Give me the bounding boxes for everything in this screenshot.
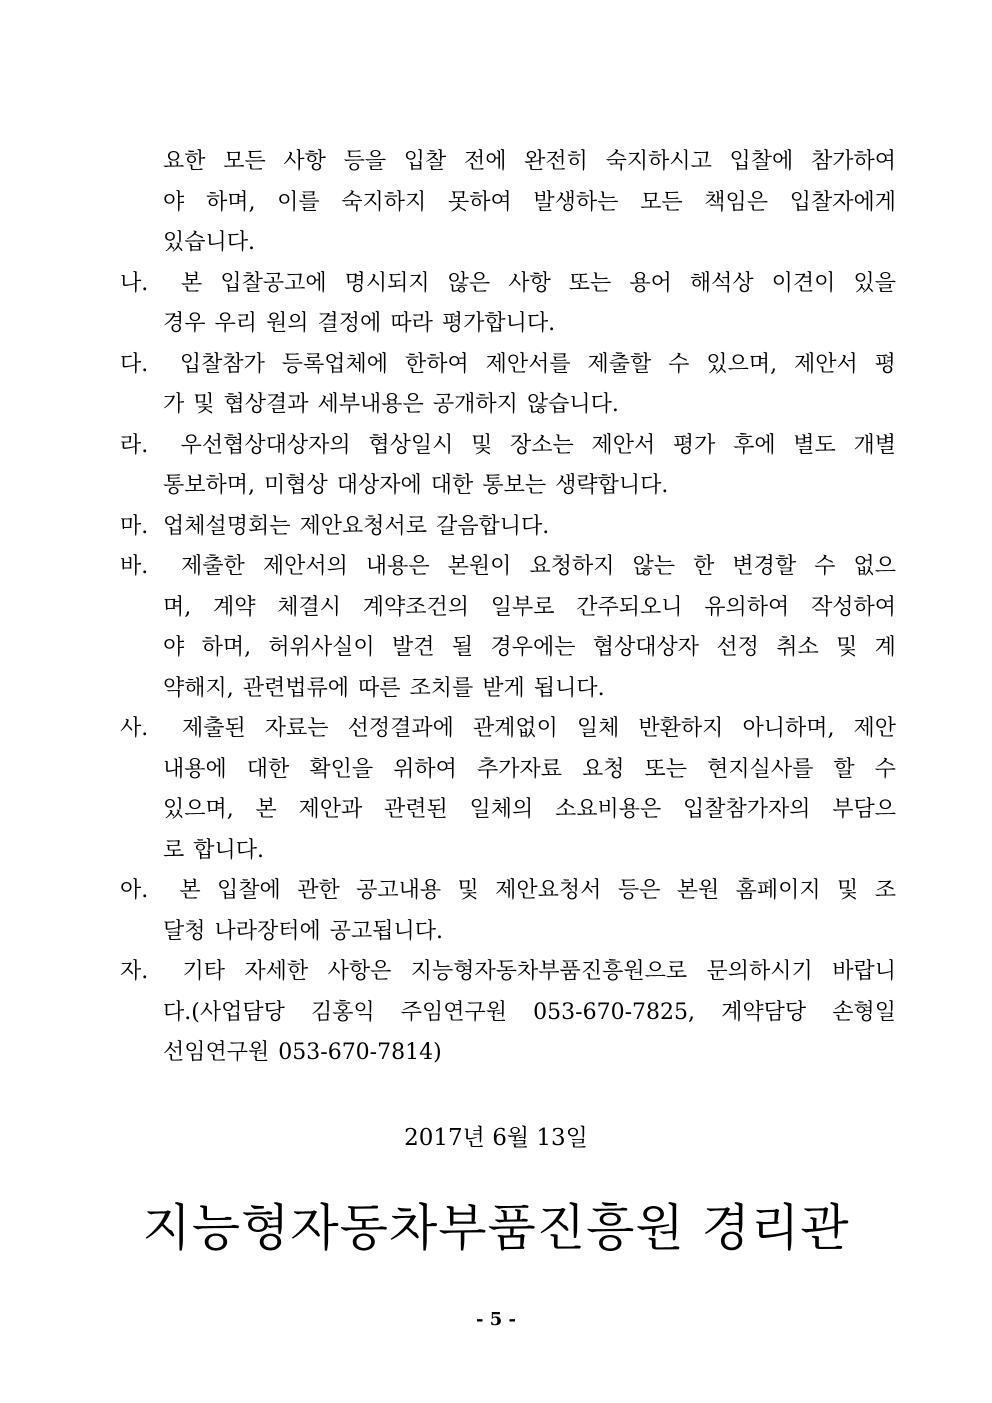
text-word: 통보는 <box>482 473 547 498</box>
text-word: 모든 <box>640 190 683 215</box>
text-word: 할 <box>833 757 855 782</box>
text-word: 약해지, <box>163 676 234 701</box>
text-word: 책임은 <box>704 190 769 215</box>
list-marker: 라. <box>120 433 149 458</box>
text-word: 본 <box>181 271 203 296</box>
text-word: 수 <box>874 757 896 782</box>
text-line <box>163 912 452 952</box>
text-word: 위하여 <box>393 757 457 782</box>
text-word: 평가 <box>672 433 716 458</box>
text-word: 제출된 <box>182 716 246 741</box>
text-line <box>163 750 896 790</box>
text-word: 주임연구원 <box>400 1000 508 1025</box>
text-word: 세부내용은 <box>317 392 424 417</box>
text-word: 관련법류에 <box>242 676 350 701</box>
text-line <box>120 952 896 992</box>
list-marker: 사. <box>120 716 149 741</box>
text-word: 발생하는 <box>533 190 619 215</box>
text-word: 대상자에 <box>336 473 422 498</box>
text-line <box>163 385 628 425</box>
text-word: 조 <box>874 878 896 903</box>
text-line <box>120 426 896 466</box>
text-word: 모든 <box>223 149 266 174</box>
text-word: 협상일시 <box>368 433 454 458</box>
text-line <box>163 588 896 628</box>
text-word: 평가합니다. <box>441 311 556 336</box>
text-word: 않는 <box>632 554 676 579</box>
text-word: 및 <box>457 878 479 903</box>
text-word: 나라장터에 <box>214 919 321 944</box>
text-word: 평 <box>874 352 896 377</box>
text-word: 결정에 <box>317 311 382 336</box>
text-word: 본 <box>255 797 277 822</box>
text-word: 문의하시기 <box>706 959 813 984</box>
text-line <box>163 183 896 223</box>
text-line <box>163 993 896 1033</box>
text-word: 제안서를 <box>485 352 571 377</box>
text-word: 선정결과에 <box>347 716 454 741</box>
text-word: 자료는 <box>264 716 329 741</box>
text-word: 업체설명회는 <box>163 514 291 539</box>
text-word: 용어 <box>629 271 672 296</box>
text-word: 요청하지 <box>529 554 615 579</box>
text-word: 등을 <box>343 149 387 174</box>
text-word: 내용에 <box>163 757 227 782</box>
text-word: 없으 <box>853 554 896 579</box>
text-line <box>163 669 614 709</box>
text-line <box>120 547 896 587</box>
text-word: 등록업체에 <box>281 352 389 377</box>
list-marker: 나. <box>120 271 149 296</box>
text-word: 유의하여 <box>704 595 790 620</box>
text-word: 별도 <box>793 433 836 458</box>
text-word: 입찰공고에 <box>220 271 327 296</box>
text-word: 발견 <box>392 635 435 660</box>
text-word: 입찰에 <box>729 149 794 174</box>
text-word: 대한 <box>246 757 290 782</box>
text-word: 입찰참가 <box>179 352 265 377</box>
text-word: 또는 <box>644 757 688 782</box>
text-word: 확인을 <box>309 757 374 782</box>
text-word: 협상결과 <box>223 392 309 417</box>
text-word: 작성하여 <box>810 595 896 620</box>
text-word: 053-670-7814) <box>278 1040 442 1065</box>
text-word: 됩니다. <box>533 676 605 701</box>
text-word: 제안요청서 <box>495 878 602 903</box>
text-word: 공고내용 <box>356 878 442 903</box>
text-word: 제안서 <box>793 352 858 377</box>
text-word: 및 <box>471 433 493 458</box>
text-word: 수 <box>668 352 690 377</box>
text-word: 사항 <box>283 149 326 174</box>
text-word: 있습니다. <box>163 230 256 255</box>
text-line <box>163 628 896 668</box>
text-word: 않은 <box>447 271 491 296</box>
list-marker: 바. <box>120 554 149 579</box>
text-word: 관련된 <box>383 797 448 822</box>
text-line <box>163 304 564 344</box>
text-line <box>120 507 558 547</box>
text-word: 될 <box>451 635 474 660</box>
list-marker: 다. <box>120 352 149 377</box>
text-word: 관계없이 <box>472 716 558 741</box>
text-line <box>120 709 896 749</box>
text-word: 갈음합니다. <box>436 514 550 539</box>
text-word: 경우 <box>163 311 206 336</box>
text-word: 따라 <box>390 311 433 336</box>
text-word: 완전히 <box>524 149 588 174</box>
text-word: 우선협상대상자의 <box>180 433 351 458</box>
text-word: 김홍익 <box>310 1000 375 1025</box>
text-word: 생략합니다. <box>555 473 669 498</box>
text-word: 로 <box>163 838 185 863</box>
text-word: 아니하며, <box>742 716 835 741</box>
text-word: 가 <box>163 392 185 417</box>
text-word: 현지실사를 <box>707 757 814 782</box>
text-word: 조치를 <box>409 676 474 701</box>
text-word: 선임연구원 <box>163 1040 270 1065</box>
text-word: 일체의 <box>469 797 534 822</box>
text-word: 제안요청서로 <box>299 514 428 539</box>
text-word: 합니다. <box>193 838 265 863</box>
text-word: 원의 <box>266 311 309 336</box>
text-word: 등은 <box>617 878 661 903</box>
text-word: 야 <box>163 635 185 660</box>
list-marker: 자. <box>120 959 149 984</box>
list-marker: 아. <box>120 878 149 903</box>
text-line <box>163 223 264 263</box>
text-word: 요청 <box>581 757 625 782</box>
text-word: 못하여 <box>447 190 512 215</box>
text-word: 협상대상자 <box>592 635 700 660</box>
text-word: 홈페이지 <box>735 878 821 903</box>
text-word: 일부로 <box>490 595 555 620</box>
text-word: 계약조건의 <box>362 595 469 620</box>
text-word: 손형일 <box>832 1000 896 1025</box>
text-word: 미협상 <box>264 473 328 498</box>
text-word: 우리 <box>214 311 258 336</box>
text-word: 내용은 <box>365 554 430 579</box>
text-line <box>163 831 273 871</box>
text-word: 본원이 <box>447 554 512 579</box>
text-word: 계약 <box>212 595 256 620</box>
text-word: 요한 <box>163 149 206 174</box>
page-number: - 5 - <box>476 1309 516 1330</box>
text-word: 및 <box>837 878 859 903</box>
text-word: 수 <box>814 554 836 579</box>
text-word: 관한 <box>297 878 340 903</box>
text-word: 자세한 <box>244 959 309 984</box>
text-line <box>120 871 896 911</box>
text-line <box>120 345 896 385</box>
text-word: 변경할 <box>732 554 797 579</box>
text-word: 제안서의 <box>262 554 348 579</box>
text-word: 체결시 <box>277 595 341 620</box>
text-word: 바랍니 <box>832 959 896 984</box>
text-word: 야 <box>163 190 185 215</box>
text-word: 선정 <box>716 635 759 660</box>
text-word: 간주되오니 <box>576 595 683 620</box>
text-word: 기타 <box>182 959 225 984</box>
text-word: 이를 <box>277 190 320 215</box>
text-word: 추가자료 <box>476 757 562 782</box>
text-word: 제출할 <box>587 352 652 377</box>
list-marker: 마. <box>120 514 149 539</box>
text-word: 통보하며, <box>163 473 256 498</box>
text-word: 입찰참가자의 <box>682 797 811 822</box>
text-word: 다.(사업담당 <box>163 1000 285 1025</box>
text-word: 053-670-7825, <box>533 1000 695 1025</box>
text-word: 숙지하시고 <box>605 149 712 174</box>
text-word: 않습니다. <box>526 392 619 417</box>
text-word: 제출한 <box>181 554 245 579</box>
text-word: 숙지하지 <box>341 190 427 215</box>
text-word: 장소는 <box>510 433 574 458</box>
text-word: 사항은 <box>327 959 392 984</box>
text-word: 지능형자동차부품진흥원으로 <box>410 959 688 984</box>
text-word: 공개하지 <box>432 392 518 417</box>
text-word: 경우에는 <box>490 635 576 660</box>
text-word: 대한 <box>430 473 474 498</box>
text-word: 또는 <box>568 271 612 296</box>
text-word: 받게 <box>482 676 525 701</box>
text-word: 본 <box>179 878 201 903</box>
text-line <box>163 466 677 506</box>
text-line <box>163 142 896 182</box>
text-word: 개별 <box>853 433 896 458</box>
text-word: 계 <box>874 635 896 660</box>
text-word: 한하여 <box>404 352 469 377</box>
text-word: 일체 <box>576 716 620 741</box>
text-word: 따른 <box>358 676 401 701</box>
text-word: 사항 <box>508 271 551 296</box>
text-word: 취소 <box>776 635 819 660</box>
text-word: 반환하지 <box>638 716 724 741</box>
text-word: 공고됩니다. <box>329 919 444 944</box>
text-line <box>120 264 896 304</box>
text-word: 입찰에 <box>217 878 281 903</box>
text-word: 소요비용은 <box>554 797 662 822</box>
text-word: 입찰 <box>403 149 447 174</box>
text-word: 허위사실이 <box>268 635 375 660</box>
issuer-signature: 지능형자동차부품진흥원 경리관 <box>142 1199 850 1257</box>
text-word: 부담으 <box>832 797 896 822</box>
text-word: 제안 <box>853 716 896 741</box>
text-word: 입찰자에게 <box>789 190 896 215</box>
text-word: 이견이 <box>771 271 836 296</box>
text-word: 있을 <box>853 271 896 296</box>
text-word: 및 <box>836 635 858 660</box>
text-word: 제안과 <box>298 797 363 822</box>
text-word: 한 <box>693 554 715 579</box>
text-word: 참가하여 <box>810 149 896 174</box>
text-word: 본원 <box>676 878 720 903</box>
text-word: 며, <box>163 595 192 620</box>
text-word: 하며, <box>205 190 256 215</box>
text-word: 전에 <box>463 149 507 174</box>
text-word: 명시되지 <box>344 271 430 296</box>
text-word: 해석상 <box>689 271 754 296</box>
text-word: 계약담당 <box>721 1000 807 1025</box>
text-word: 있으며, <box>163 797 234 822</box>
text-word: 달청 <box>163 919 206 944</box>
text-word: 하며, <box>201 635 252 660</box>
text-line <box>163 1033 451 1073</box>
text-word: 있으며, <box>706 352 778 377</box>
text-word: 제안서 <box>591 433 656 458</box>
text-line <box>163 790 896 830</box>
text-word: 후에 <box>733 433 776 458</box>
text-word: 및 <box>193 392 215 417</box>
document-date: 2017년 6월 13일 <box>404 1125 588 1151</box>
